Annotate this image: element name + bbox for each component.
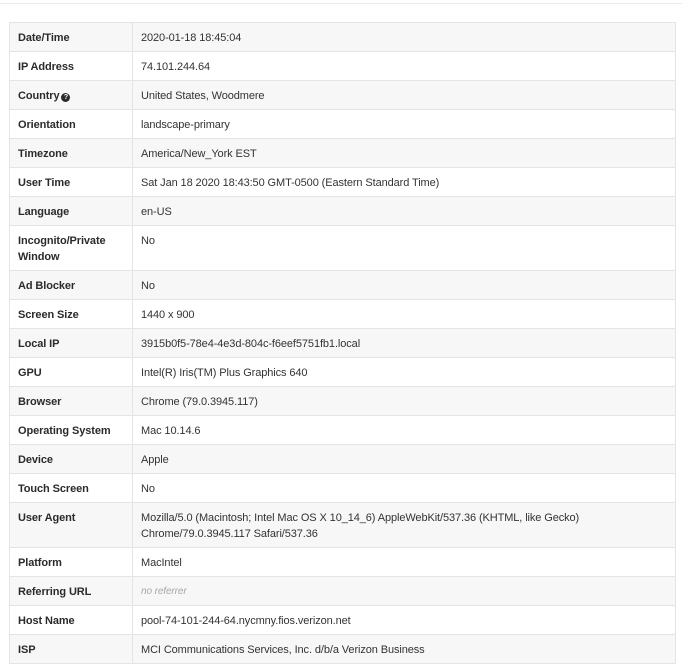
row-label: [10, 81, 133, 110]
row-value: No: [133, 226, 676, 271]
row-value: Mac 10.14.6: [133, 416, 676, 445]
browser-info-table: [9, 22, 676, 664]
row-country: [10, 81, 676, 110]
row-gpu: [10, 358, 676, 387]
row-referring-url: [10, 577, 676, 606]
row-label: Language: [10, 197, 133, 226]
row-operating-system: [10, 416, 676, 445]
row-label: Device: [10, 445, 133, 474]
row-ip-address: [10, 52, 676, 81]
row-value: America/New_York EST: [133, 139, 676, 168]
row-value: Sat Jan 18 2020 18:43:50 GMT-0500 (Eastern Standard Time): [133, 168, 676, 197]
row-label: User Agent: [10, 503, 133, 548]
row-label: IP Address: [10, 52, 133, 81]
row-browser: [10, 387, 676, 416]
row-date-time: [10, 23, 676, 52]
row-timezone: [10, 139, 676, 168]
row-label: Platform: [10, 548, 133, 577]
row-isp: [10, 635, 676, 664]
row-user-agent: [10, 503, 676, 548]
row-ad-blocker: [10, 271, 676, 300]
row-value: No: [133, 271, 676, 300]
row-value: MacIntel: [133, 548, 676, 577]
row-device: [10, 445, 676, 474]
row-value: pool-74-101-244-64.nycmny.fios.verizon.net: [133, 606, 676, 635]
row-value: 3915b0f5-78e4-4e3d-804c-f6eef5751fb1.local: [133, 329, 676, 358]
row-value: 74.101.244.64: [133, 52, 676, 81]
row-value: Intel(R) Iris(TM) Plus Graphics 640: [133, 358, 676, 387]
row-label: Touch Screen: [10, 474, 133, 503]
row-value: United States, Woodmere: [133, 81, 676, 110]
row-value: no referrer: [133, 577, 676, 606]
row-label: ISP: [10, 635, 133, 664]
row-value: landscape-primary: [133, 110, 676, 139]
row-value: Mozilla/5.0 (Macintosh; Intel Mac OS X 10_14_6) AppleWebKit/537.36 (KHTML, like Gecko) Chrome/79.0.3945.117 Safari/537.36: [133, 503, 676, 548]
row-platform: [10, 548, 676, 577]
row-label: Date/Time: [10, 23, 133, 52]
row-user-time: [10, 168, 676, 197]
row-label: Host Name: [10, 606, 133, 635]
row-screen-size: [10, 300, 676, 329]
row-label: Referring URL: [10, 577, 133, 606]
row-value: 1440 x 900: [133, 300, 676, 329]
row-orientation: [10, 110, 676, 139]
row-touch-screen: [10, 474, 676, 503]
row-label: Incognito/Private Window: [10, 226, 133, 271]
row-value: en-US: [133, 197, 676, 226]
row-local-ip: [10, 329, 676, 358]
question-circle-icon[interactable]: ?: [61, 93, 70, 102]
row-value: Chrome (79.0.3945.117): [133, 387, 676, 416]
row-value: 2020-01-18 18:45:04: [133, 23, 676, 52]
row-language: [10, 197, 676, 226]
country-label-text: Country: [18, 90, 60, 102]
row-incognito: [10, 226, 676, 271]
row-value: Apple: [133, 445, 676, 474]
row-label: Browser: [10, 387, 133, 416]
row-label: Timezone: [10, 139, 133, 168]
row-label: GPU: [10, 358, 133, 387]
row-label: User Time: [10, 168, 133, 197]
row-label: Operating System: [10, 416, 133, 445]
row-host-name: [10, 606, 676, 635]
row-label: Ad Blocker: [10, 271, 133, 300]
row-label: Orientation: [10, 110, 133, 139]
top-divider: [0, 3, 682, 4]
row-value: No: [133, 474, 676, 503]
row-label: Screen Size: [10, 300, 133, 329]
row-label: Local IP: [10, 329, 133, 358]
row-value: MCI Communications Services, Inc. d/b/a Verizon Business: [133, 635, 676, 664]
